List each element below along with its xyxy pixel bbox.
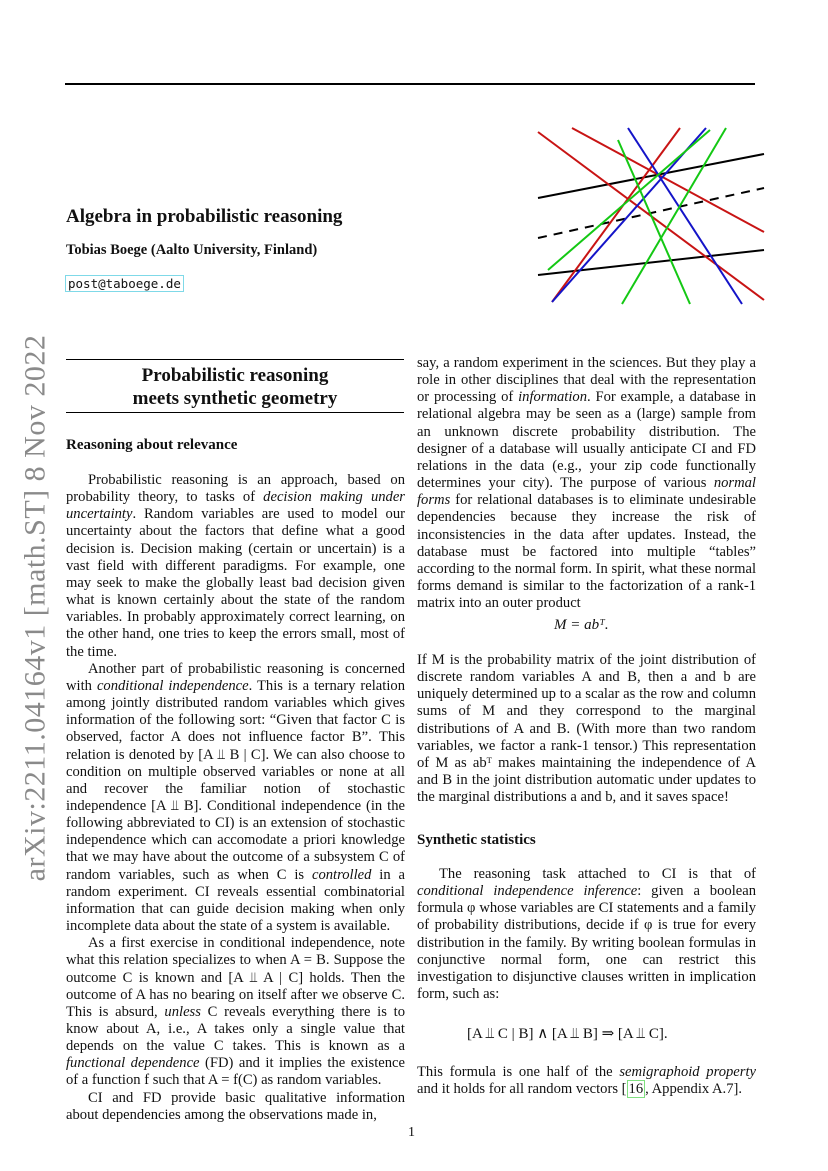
right-column-middle xyxy=(417,652,756,806)
equation-semigraphoid: [A ⫫ C | B] ∧ [A ⫫ B] ⇒ [A ⫫ C]. xyxy=(467,1026,668,1042)
left-paragraph-2: Another part of probabilistic reasoning is concerned with conditional independence. This is a ternary relation among jointly distributed random variables which gives information of the following sort: “Given that factor C is observed, factor A does not influence factor B”. This relation is denoted by [A ⫫ B | C]. We can also choose to condition on multiple observed variables or none at all and recover the familiar notion of stochastic independence [A ⫫ B]. Conditional independence (in the following abbreviated to CI) is an extension of stochastic independence which can accomodate a priori knowledge that we may have about the outcome of a subsystem C of random variables, such as when C is controlled in a random experiment. CI reveals essential combinatorial information that can guide decision making when only incomplete data about the state of a system is available. xyxy=(66,660,405,935)
equation-outer-product: M = abᵀ. xyxy=(554,617,609,633)
right-column-lower xyxy=(417,866,756,1003)
citation-link[interactable]: 16 xyxy=(628,1081,644,1098)
section-title-line2: meets synthetic geometry xyxy=(132,388,338,409)
section-bottom-rule xyxy=(66,412,404,413)
right-paragraph-2: If M is the probability matrix of the joint distribution of discrete random variables A and B, then a and b are uniquely determined up to a scalar as the row and column sums of M and they correspond to the marginal distributions of A and B. (With more than two random variables, we factor a rank-1 tensor.) This representation of M as abᵀ makes maintaining the independence of A and B in the joint distribution automatic under updates to the marginal distributions a and b, and it saves space! xyxy=(417,652,756,806)
figure-line-red-3 xyxy=(552,128,680,302)
left-column xyxy=(66,472,405,1124)
subsection-reasoning-about-relevance: Reasoning about relevance xyxy=(66,437,238,453)
email-link[interactable]: post@taboege.de xyxy=(65,275,184,292)
page-number: 1 xyxy=(408,1125,415,1140)
author-line: Tobias Boege (Aalto University, Finland) xyxy=(66,242,318,258)
left-paragraph-1: Probabilistic reasoning is an approach, based on probability theory, to tasks of decision making under uncertainty. Random variables are used to model our uncertainty about the factors that define what a good decision is. Decision making (certain or uncertain) is a vast field with different paradigms. For example, one may seek to make the globally least bad decision given what is known certainly about the state of the random variables. In probably approximately correct learning, on the other hand, one tries to keep the errors small, most of the time. xyxy=(66,472,405,660)
figure-line-blue-1 xyxy=(628,128,742,304)
top-rule xyxy=(65,83,755,85)
left-paragraph-3: As a first exercise in conditional independence, note what this relation specializes to when A = B. Suppose the outcome C is known and [A ⫫ A | C] holds. Then the outcome of A has no bearing on itself after we observe C. This is absurd, unless C reveals everything there is to know about A, i.e., A takes only a single value that depends on the value C takes. This is known as a functional dependence (FD) and it implies the existence of a function f such that A = f(C) as random variables. xyxy=(66,935,405,1089)
right-paragraph-3: The reasoning task attached to CI is that of conditional independence inference: given a boolean formula φ whose variables are CI statements and a family of probability distributions, decide if φ is true for every distribution in the family. By writing boolean formulas in conjunctive normal form, one can restrict this investigation to disjunctive clauses written in implication form, such as: xyxy=(417,866,757,1003)
right-paragraph-4: This formula is one half of the semigraphoid property and it holds for all random vectors [ 16 , Appendix A.7]. xyxy=(417,1064,756,1098)
section-title-line1: Probabilistic reasoning xyxy=(141,365,329,386)
right-column-top xyxy=(417,355,756,612)
left-paragraph-4: CI and FD provide basic qualitative information about dependencies among the observations made in, xyxy=(66,1089,405,1123)
line-arrangement-figure xyxy=(530,120,770,310)
section-top-rule xyxy=(66,359,404,360)
arxiv-stamp xyxy=(12,334,58,881)
right-paragraph-1: say, a random experiment in the sciences. But they play a role in other disciplines that deal with the representation or processing of information. For example, a database in relational algebra may be seen as a (large) sample from an unknown discrete probability distribution. The designer of a database will usually anticipate CI and FD relations in the data (e.g., your zip code functionally determines your city). The purpose of various normal forms for relational databases is to eliminate undesirable dependencies because they increase the risk of inconsistencies in the data after updates. Instead, the database must be factored into multiple “tables” according to the normal form. In spirit, what these normal forms demand is similar to the factorization of a rank-1 matrix into an outer product xyxy=(417,355,756,612)
section-title xyxy=(66,364,404,410)
paper-title: Algebra in probabilistic reasoning xyxy=(66,206,343,227)
right-column-bottom xyxy=(417,1064,756,1098)
subsection-synthetic-statistics: Synthetic statistics xyxy=(417,832,536,848)
figure-line-green-2 xyxy=(548,130,710,270)
arxiv-stamp-text: arXiv:2211.04164v1 [math.ST] 8 Nov 2022 xyxy=(18,334,52,881)
